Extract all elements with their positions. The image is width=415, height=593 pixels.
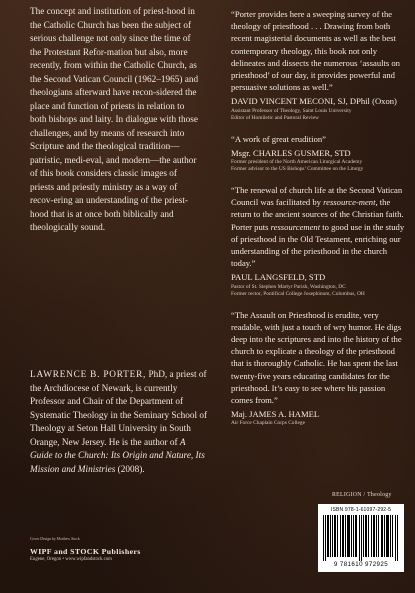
quote-text: to good use in the study of priesthood in the Old Testament, enriching our understanding of the priesthood in the church today.”	[231, 221, 405, 269]
quote-text: “The renewal of church life at the Second Vatican Council was facilitated by	[231, 185, 403, 208]
endorser-affiliation	[231, 159, 406, 173]
endorser-affiliation-line: Air Force Chaplain Corps College	[231, 420, 305, 427]
author-name: LAWRENCE B. PORTER,	[30, 370, 147, 380]
barcode	[318, 504, 404, 572]
category-label: RELIGION / Theology	[332, 492, 392, 498]
book-description: The concept and institution of priest-hood in the Catholic Church has been the subject of serious challenge not only since the time of the Protestant Refor-mation but also, more recently, from within the Catholic Church, as the Second Vatican Council (1962–1965) and theologians afterward have recon-sidered the place and function of priests in relation to both bishops and laity. In dialogue with those challenges, and by means of research into Scripture and the theological tradition—patristic, medi-eval, and modern—the author of this book considers classic images of priests and priestly ministry as a way of recov-ering an understanding of the priest-hood that is at once both biblically and theologically sound.	[30, 7, 199, 233]
endorsement	[231, 184, 406, 298]
endorser-affiliation-line: Former rector, Pontifical College Josephinum, Columbus, OH	[231, 290, 365, 297]
endorsement-quote	[231, 184, 406, 269]
publisher-address: Eugene, Oregon • www.wipfandstock.com	[30, 557, 112, 562]
endorser-name: Maj. JAMES A. HAMEL	[231, 409, 320, 420]
endorsement-quote: “A work of great erudition”	[231, 133, 326, 144]
quote-text: , the return to the ancient sources of the Christian faith. Porter puts	[231, 197, 404, 232]
endorser-affiliation	[231, 420, 406, 427]
endorser-affiliation-line: Editor of Homiletic and Pastoral Review	[231, 114, 319, 121]
endorser-affiliation-line: Assistant Professor of Theology, Saint Louis University	[231, 107, 352, 114]
endorser-affiliation-line: Former advisor to the US Bishops’ Committee on the Liturgy	[231, 166, 364, 173]
endorser-name: PAUL LANGSFELD, STD	[231, 272, 326, 283]
endorser-affiliation-line: Pastor of St. Stephen Martyr Parish, Washington, DC	[231, 283, 346, 290]
author-bio-text: PhD, a priest of the Archdiocese of Newark, is currently Professor and Chair of the Department of Systematic Theology in the Seminary School of Theology at Seton Hall University in South Orange, New Jersey. He is the author of	[30, 370, 208, 448]
endorsement	[231, 309, 406, 428]
endorsement	[231, 8, 406, 122]
cover-designer-credit: Cover Design by Matthew Stock	[30, 537, 80, 541]
endorsement-quote: “The Assault on Priesthood is erudite, very readable, with just a touch of wry humor. He digs deep into the scriptures and into the history of the church to explicate a theology of the priesthood that is thoroughly Catholic. He has spent the last twenty-five years educating candidates for the priesthood. It’s easy to see where his passion comes from.”	[231, 309, 402, 406]
endorser-affiliation-line: Former president of the North American Liturgical Academy	[231, 159, 363, 165]
barcode-bars	[323, 515, 399, 561]
publisher-name: WIPF and STOCK Publishers	[30, 547, 141, 556]
endorser-affiliation	[231, 284, 406, 298]
endorser-name: DAVID VINCENT MECONI, SJ, DPhil (Oxon)	[231, 96, 397, 107]
endorsements	[231, 8, 406, 438]
barcode-digits: 9 781610 972925	[333, 561, 389, 568]
author-bio-year: (2008).	[115, 464, 145, 475]
endorsement	[231, 133, 406, 173]
author-book-title: A Guide to the Church: Its Origin and Nature, Its Mission and Ministries	[30, 437, 205, 475]
isbn-label: ISBN 978-1-61097-292-5	[330, 507, 392, 513]
quote-term: ressourcement	[270, 221, 321, 232]
endorser-affiliation	[231, 108, 406, 122]
author-bio	[30, 369, 208, 477]
quote-term: ressource-ment	[323, 197, 376, 208]
endorsement-quote: “Porter provides here a sweeping survey of the theology of priesthood . . . Drawing from both recent magisterial documents as well as the best contemporary theology, this book not only delineates and dissects the numerous ‘assaults on priesthood’ of our day, it provides powerful and persuasive solutions as well.”	[231, 9, 400, 93]
endorser-name: Msgr. CHARLES GUSMER, STD	[231, 147, 351, 158]
